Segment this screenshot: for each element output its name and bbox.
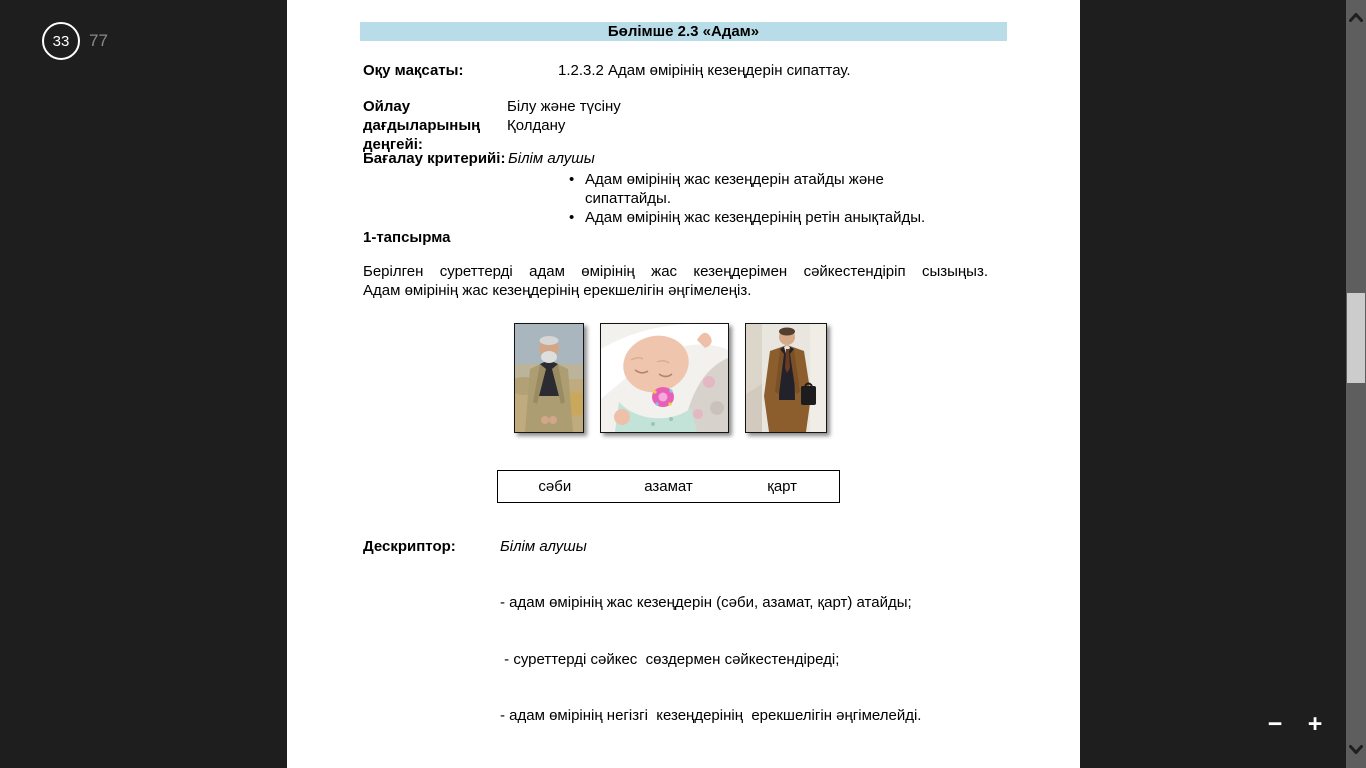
businessman-photo — [745, 323, 827, 433]
descriptor-lines — [500, 557, 921, 763]
elderly-man-photo — [514, 323, 584, 433]
objective-label: Оқу мақсаты: — [363, 62, 464, 79]
criteria-bullet-list — [565, 170, 957, 227]
descriptor-line: - адам өмірінің негізгі кезеңдерінің ерекшелігін әңгімелейді. — [500, 706, 922, 724]
descriptor-label: Дескриптор: — [363, 538, 456, 555]
scroll-up-button[interactable] — [1346, 4, 1366, 30]
thinking-skills-label: Ойлау дағдыларының деңгейі: — [363, 98, 481, 153]
descriptor-line: - адам өмірінің жас кезеңдерін (сәби, азамат, қарт) атайды; — [500, 594, 912, 612]
task-text-line: Берілген суреттерді адам өмірінің жас кезеңдерімен сәйкестендіріп сызыңыз. — [363, 263, 988, 280]
section-header: Бөлімше 2.3 «Адам» — [360, 22, 1007, 41]
zoom-out-button[interactable]: − — [1262, 708, 1288, 740]
criteria-bullet: • Адам өмірінің жас кезеңдерінің ретін анықтайды. — [565, 208, 957, 227]
thinking-skills-value: Қолдану — [507, 117, 566, 134]
descriptor-intro: Білім алушы — [500, 538, 587, 555]
task-title: 1-тапсырма — [363, 229, 451, 246]
zoom-in-button[interactable]: + — [1302, 708, 1328, 740]
sleeping-baby-illustration — [601, 324, 728, 432]
sleeping-baby-photo — [600, 323, 729, 433]
vertical-scrollbar[interactable] — [1346, 0, 1366, 768]
criteria-intro: Білім алушы — [508, 150, 595, 167]
task-paragraph — [363, 262, 988, 300]
scroll-down-button[interactable] — [1346, 736, 1366, 762]
task-text-line: Адам өмірінің жас кезеңдерінің ерекшелігін әңгімелеңіз. — [363, 282, 752, 299]
page-indicator — [42, 22, 108, 60]
chevron-down-icon — [1349, 745, 1363, 754]
word-bank-cell: азамат — [644, 478, 693, 495]
scrollbar-thumb[interactable] — [1347, 293, 1365, 383]
word-bank-cell: қарт — [767, 478, 798, 495]
word-bank-cell: сәби — [538, 478, 572, 495]
zoom-controls — [1262, 708, 1328, 740]
businessman-illustration — [746, 324, 826, 432]
thinking-skills-values — [507, 97, 621, 135]
document-page — [287, 0, 1080, 768]
chevron-up-icon — [1349, 13, 1363, 22]
criteria-label: Бағалау критерийі: — [363, 150, 506, 167]
elderly-man-illustration — [515, 324, 583, 432]
thinking-skills-value: Білу және түсіну — [507, 98, 621, 115]
total-pages-label: 77 — [89, 31, 108, 50]
current-page-number: 33 — [52, 32, 70, 50]
word-bank-table — [497, 470, 840, 503]
objective-value: 1.2.3.2 Адам өмірінің кезеңдерін сипаттау. — [558, 62, 851, 79]
criteria-bullet: • Адам өмірінің жас кезеңдерін атайды және сипаттайды. — [565, 170, 957, 208]
current-page-badge[interactable] — [42, 22, 80, 60]
descriptor-line: - суреттерді сәйкес сөздермен сәйкестендіреді; — [500, 650, 840, 668]
